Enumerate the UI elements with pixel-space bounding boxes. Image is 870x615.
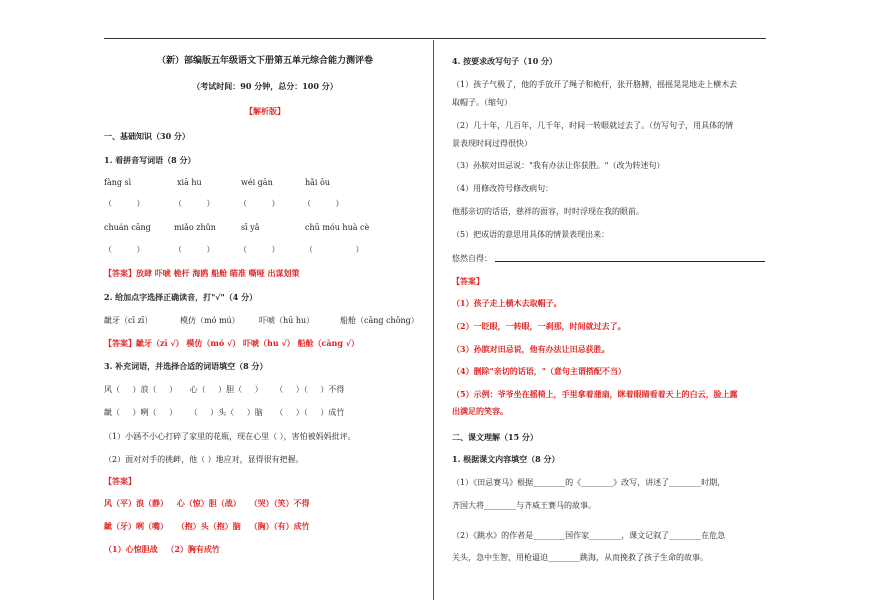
reading-option: 吓唬（hū hu）	[259, 316, 315, 325]
reading-option: 船舱（cāng chōng）	[340, 316, 419, 325]
answer-key-q4: （3）孙膑对田忌说，他有办法让田忌获胜。	[452, 344, 610, 354]
answer-key-q3: 龇（牙）咧（嘴） （抱）头（抱）脑 （胸）（有）成竹	[104, 521, 310, 531]
question-1-title: 1. 看拼音写词语（8 分）	[104, 155, 196, 165]
pinyin-cell: xiā hu	[177, 178, 202, 187]
answer-label: 【答案】	[452, 276, 484, 286]
answer-bracket: （ ）	[174, 245, 215, 254]
idiom-row: 龇（ ）咧（ ） （ ）头（ ）脑 （ ）（ ）成竹	[104, 408, 345, 417]
answer-key-q3: 风（平）浪（静） 心（惊）胆（战） （哭）（笑）不得	[104, 498, 310, 508]
pinyin-cell: hǎi ōu	[305, 178, 330, 187]
section-heading-text-comprehension: 二、课文理解（15 分）	[452, 432, 538, 442]
answer-blank-line	[495, 261, 765, 262]
question-3-title: 3. 补充词语，并选择合适的词语填空（8 分）	[104, 361, 268, 371]
fill-sentence: （1）《田忌赛马》根据________的《________》改写，讲述了________时期，	[452, 478, 726, 487]
top-rule	[104, 38, 766, 39]
answer-key-q4: （1）孩子走上横木去取帽子。	[452, 298, 562, 308]
answer-key-q4: （4）删除"亲切的话语，"（意句主谓搭配不当）	[452, 366, 626, 376]
rewrite-item: 取帽子。（缩句）	[452, 98, 512, 107]
answer-key-q4: （2）一眨眼，一转眼，一刹那，时间就过去了。	[452, 321, 626, 331]
rewrite-item: 他那亲切的话语，慈祥的面容，时时浮现在我的眼前。	[452, 207, 644, 216]
answer-bracket: （ ）	[174, 199, 215, 208]
fill-sentence: 关头，急中生智，用枪逼迫________跳海，从而挽救了孩子生命的故事。	[452, 553, 708, 562]
reading-option: 模仿（mó mú）	[180, 316, 240, 325]
answer-bracket: （ ）	[305, 245, 364, 254]
pinyin-cell: fàng sì	[104, 178, 132, 187]
question-5-title: 1. 根据课文内容填空（8 分）	[452, 454, 560, 464]
answer-bracket: （ ）	[239, 199, 280, 208]
question-4-title: 4. 按要求改写句子（10 分）	[452, 56, 558, 66]
section-heading-basics: 一、基础知识（30 分）	[104, 131, 190, 141]
answer-bracket: （ ）	[104, 199, 145, 208]
pinyin-cell: chuán cāng	[104, 223, 151, 232]
edition-badge: 【解析版】	[245, 106, 285, 116]
pinyin-cell: wéi gān	[241, 178, 273, 187]
column-divider	[433, 40, 434, 600]
pinyin-cell: sī yǎ	[241, 223, 260, 232]
rewrite-item: 悠然自得：	[452, 254, 492, 263]
idiom-row: 风（ ）浪（ ） 心（ ）胆（ ） （ ）（ ）不得	[104, 385, 345, 394]
rewrite-item: 景表现时间过得很快）	[452, 139, 532, 148]
page-title: （新）部编版五年级语文下册第五单元综合能力测评卷	[156, 56, 373, 66]
rewrite-item: （2）几十年，几百年，几千年，时间一转眼就过去了。（仿写句子，用具体的情	[452, 121, 734, 130]
fill-sentence: （2）《跳水》的作者是________国作家________，课文记叙了________在危急	[452, 531, 726, 540]
answer-bracket: （ ）	[303, 199, 344, 208]
rewrite-item: （5）把成语的意思用具体的情景表现出来：	[452, 230, 610, 239]
exam-info: （考试时间：90 分钟，总分：100 分）	[192, 81, 338, 91]
reading-option: 龇牙（cī zī）	[104, 316, 153, 325]
fill-sentence: 齐国大将________与齐威王赛马的故事。	[452, 501, 596, 510]
answer-key-q4: 出满足的笑容。	[452, 406, 508, 416]
answer-key-q4: （5）示例：爷爷坐在摇椅上，手里拿着蒲扇，眯着眼睛看着天上的白云，脸上露	[452, 389, 738, 399]
fill-sentence: （1）小涵不小心打碎了家里的花瓶，现在心里（ ），害怕被妈妈批评。	[104, 432, 356, 441]
rewrite-item: （3）孙膑对田忌说："我有办法让你获胜。"（改为转述句）	[452, 161, 665, 170]
rewrite-item: （4）用修改符号修改病句：	[452, 184, 554, 193]
pinyin-cell: miǎo zhǔn	[174, 223, 216, 232]
fill-sentence: （2）面对对手的挑衅，他（ ）地应对，显得很有把握。	[104, 455, 304, 464]
pinyin-cell: chū móu huà cè	[305, 223, 370, 232]
answer-key-q2: 【答案】龇牙（zī √） 模仿（mó √） 吓唬（hu √） 船舱（cāng √）	[104, 338, 360, 348]
answer-label: 【答案】	[104, 476, 136, 486]
answer-key-q1: 【答案】放肆 吓唬 桅杆 海鸥 船舱 瞄准 嘶哑 出谋划策	[104, 268, 300, 278]
rewrite-item: （1）孩子气极了，他的手放开了绳子和桅杆，张开胳膊，摇摇晃晃地走上横木去	[452, 80, 738, 89]
answer-key-q3: （1）心惊胆战 （2）胸有成竹	[104, 544, 220, 554]
answer-bracket: （ ）	[104, 245, 145, 254]
question-2-title: 2. 给加点字选择正确读音，打"√"（4 分）	[104, 292, 258, 302]
answer-bracket: （ ）	[239, 245, 280, 254]
